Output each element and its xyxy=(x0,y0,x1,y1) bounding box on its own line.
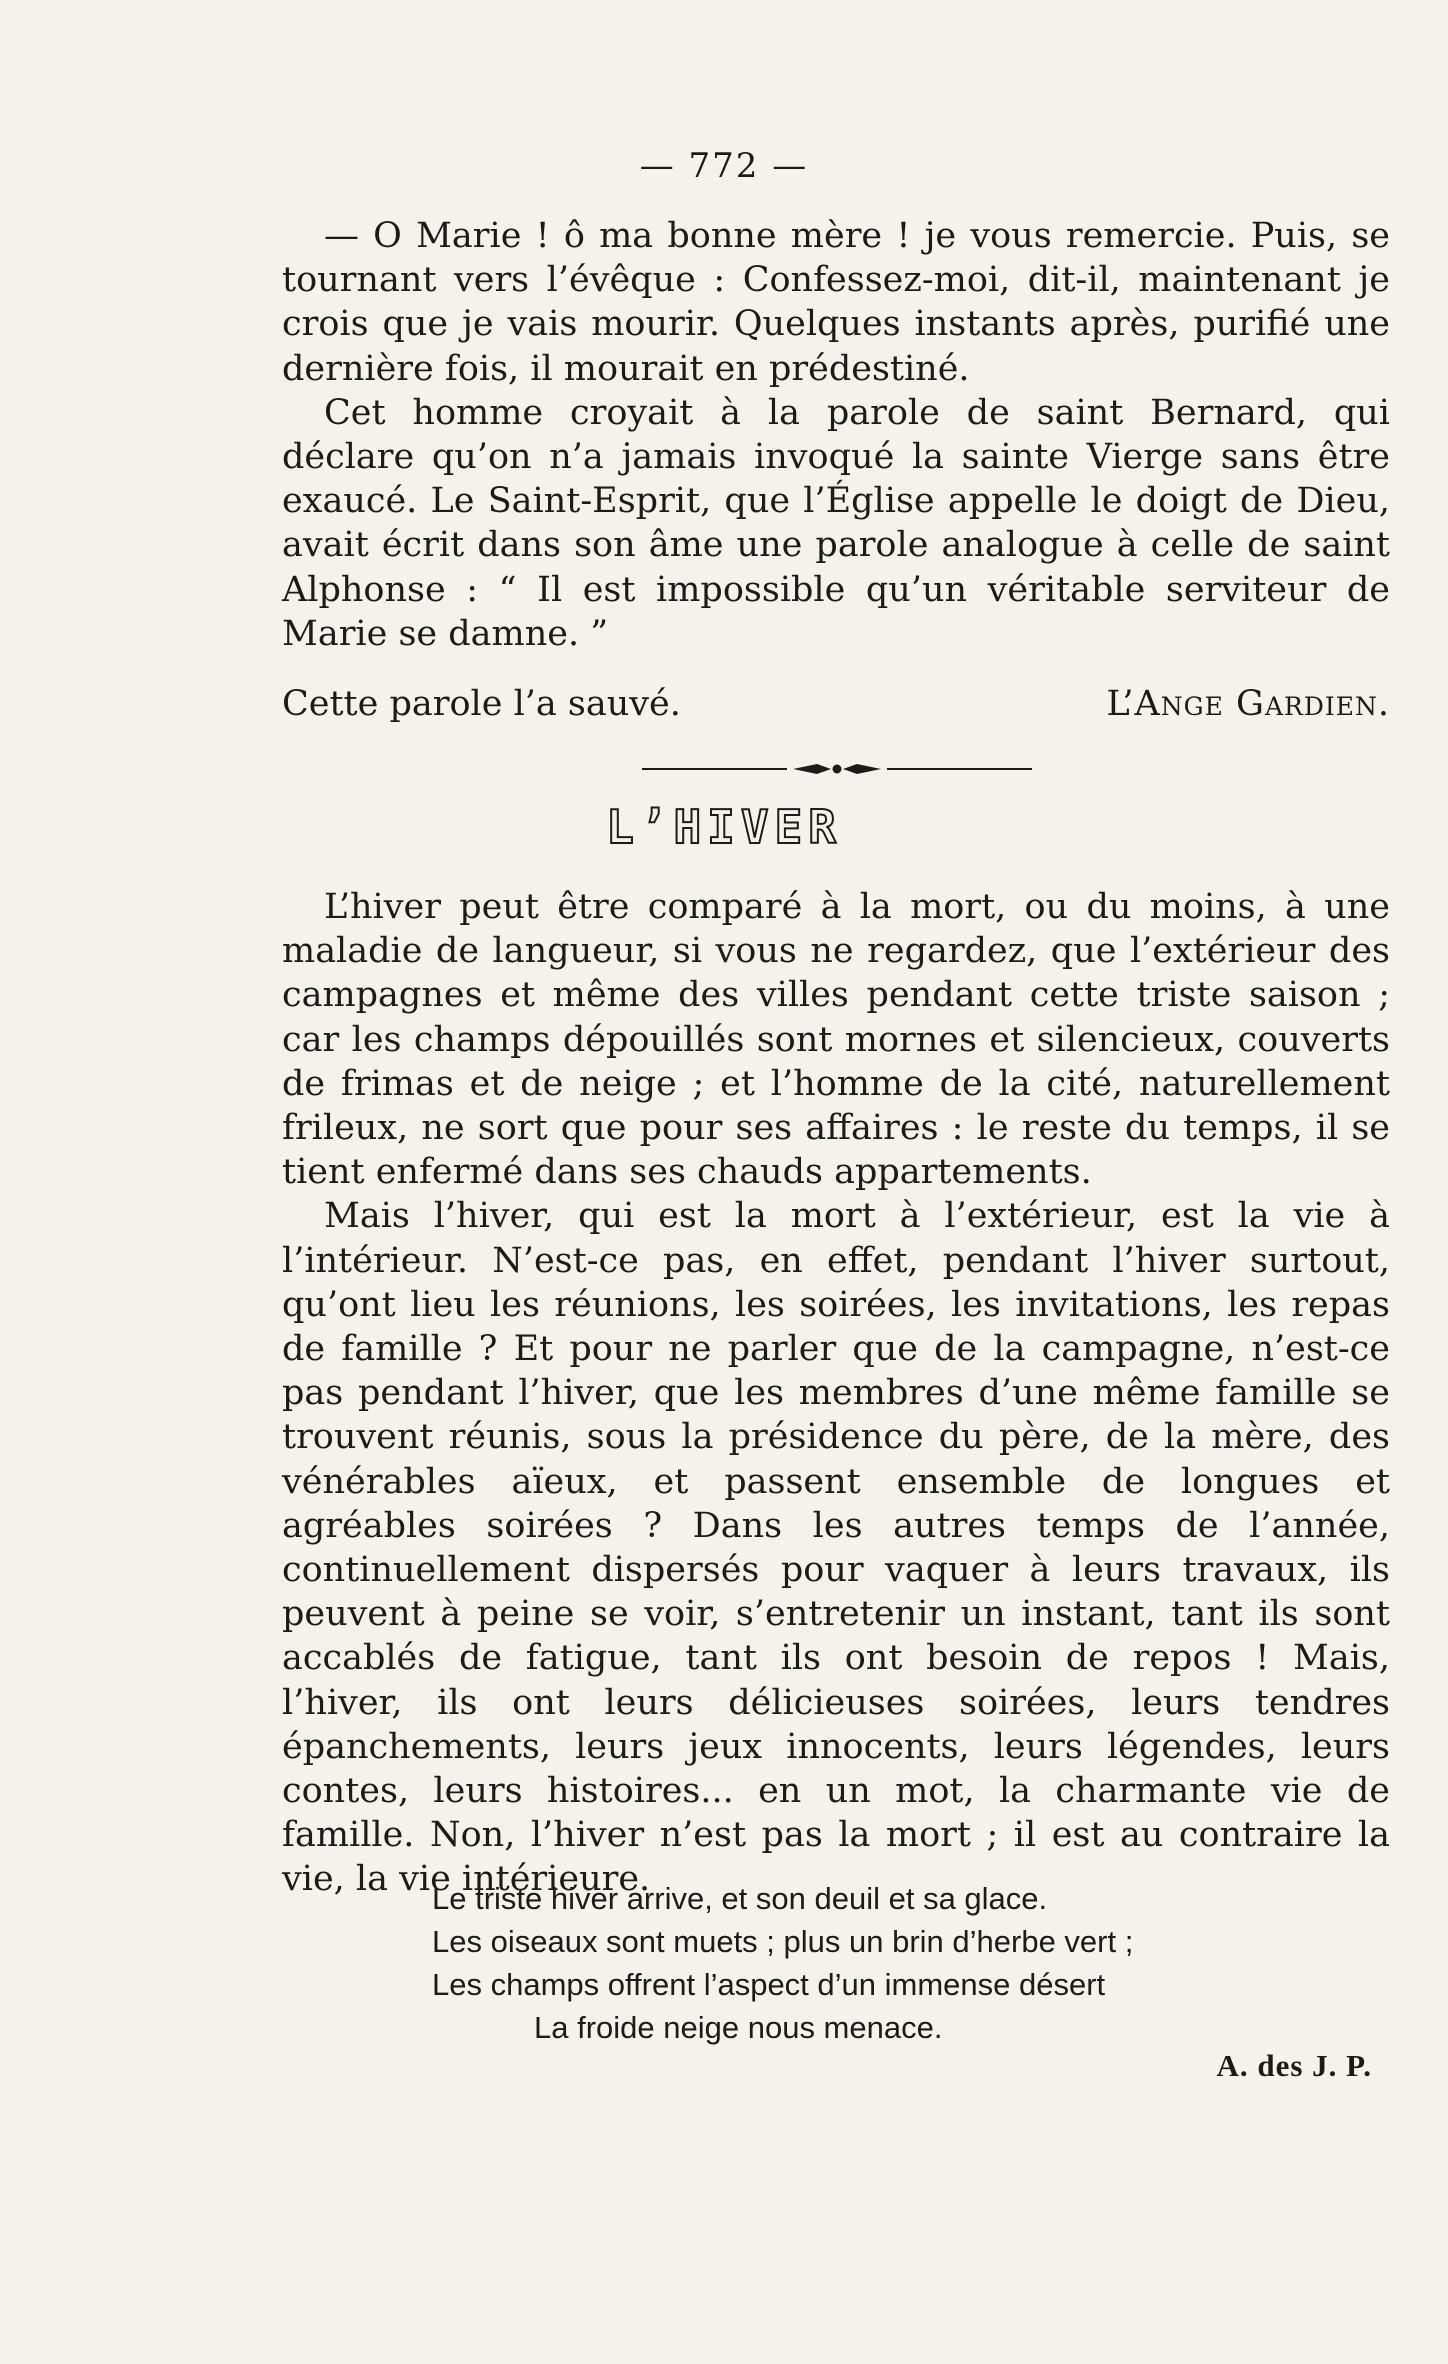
paragraph: Mais l’hiver, qui est la mort à l’extérieur, est la vie à l’intérieur. N’est-ce pas, en effet, pendant l’hiver surtout, qu’ont lieu les réunions, les soirées, les invitations, les repas de famille ? Et pour ne parler que de la campagne, n’est-ce pas pendant l’hiver, que les membres d’une même famille se trouvent réunis, sous la présidence du père, de la mère, des vénérables aïeux, et passent ensemble de longues et agréables soirées ? Dans les autres temps de l’année, continuellement dispersés pour vaquer à leurs travaux, ils peuvent à peine se voir, s’entretenir un instant, tant ils sont accablés de fatigue, tant ils ont besoin de repos ! Mais, l’hiver, ils ont leurs délicieuses soirées, leurs tendres épanchements, leurs jeux innocents, leurs légendes, leurs contes, leurs histoires... en un mot, la charmante vie de famille. Non, l’hiver n’est pas la mort ; il est au contraire la vie, la vie intérieure. xyxy=(282,1196,1390,1900)
section-title: L’HIVER xyxy=(606,800,842,854)
article-2-body xyxy=(282,885,1390,1902)
article-1-body xyxy=(282,214,1390,656)
article-1-closing xyxy=(282,682,1390,726)
poem-verse: Le triste hiver arrive, et son deuil et sa glace. xyxy=(432,1881,1048,1916)
page-number: — 772 — xyxy=(639,146,809,186)
source-attribution: L’Ange Gardien. xyxy=(1106,684,1390,724)
divider-ornament-icon xyxy=(787,754,887,784)
closing-line: Cette parole l’a sauvé. xyxy=(282,684,681,724)
poem xyxy=(432,1877,1332,2049)
poem-verse: Les champs offrent l’aspect d’un immense désert xyxy=(432,1967,1106,2002)
poem-verse: La froide neige nous menace. xyxy=(534,2010,943,2045)
poem-verse: Les oiseaux sont muets ; plus un brin d’herbe vert ; xyxy=(432,1924,1134,1959)
paragraph: Cet homme croyait à la parole de saint Bernard, qui déclare qu’on n’a jamais invoqué la sainte Vierge sans être exaucé. Le Saint-Esprit, que l’Église appelle le doigt de Dieu, avait écrit dans son âme une parole analogue à celle de saint Alphonse : “ Il est impossible qu’un véritable serviteur de Marie se damne. ” xyxy=(282,392,1390,654)
poem-author: A. des J. P. xyxy=(1216,2048,1372,2083)
paragraph: L’hiver peut être comparé à la mort, ou du moins, à une maladie de langueur, si vous ne regardez, que l’extérieur des campagnes et même des villes pendant cette triste saison ; car les champs dépouillés sont mornes et silencieux, couverts de frimas et de neige ; et l’homme de la cité, naturellement frileux, ne sort que pour ses affaires : le reste du temps, il se tient enfermé dans ses chauds appartements. xyxy=(282,887,1390,1193)
paragraph: — O Marie ! ô ma bonne mère ! je vous remercie. Puis, se tournant vers l’évêque : Confessez-moi, dit-il, maintenant je crois que je vais mourir. Quelques instants après, purifié une dernière fois, il mourait en prédestiné. xyxy=(282,216,1390,389)
